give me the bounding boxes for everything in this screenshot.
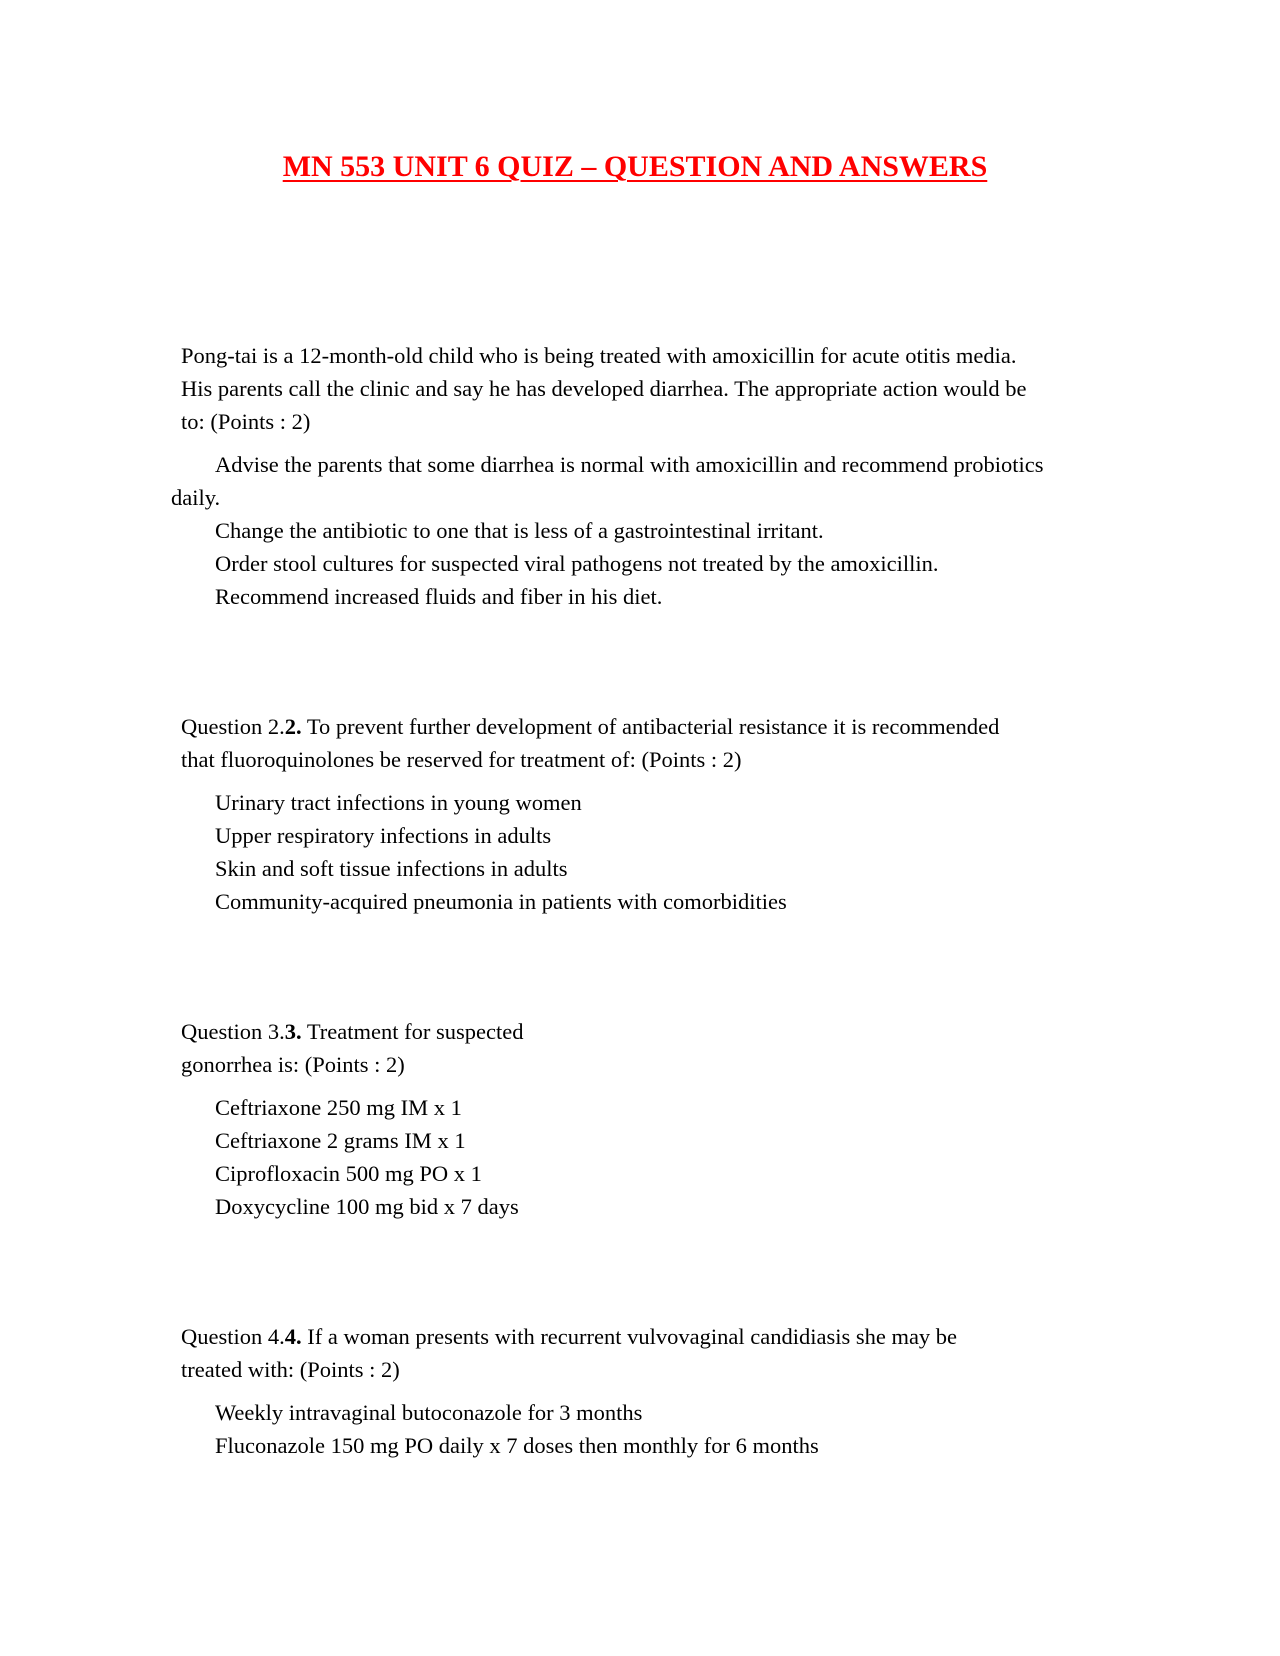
question-2-stem xyxy=(181,710,1001,776)
answer-option: Fluconazole 150 mg PO daily x 7 doses then monthly for 6 months xyxy=(215,1433,819,1458)
question-1-stem: Pong-tai is a 12-month-old child who is being treated with amoxicillin for acute otitis media. His parents call the clinic and say he has developed diarrhea. The appropriate action would be to: (Points : 2) xyxy=(181,343,1027,434)
answer-option: Skin and soft tissue infections in adults xyxy=(215,856,568,881)
question-number: 3. xyxy=(284,1019,302,1044)
question-2 xyxy=(181,710,1001,918)
question-text: If a woman presents with recurrent vulvovaginal candidiasis she may be treated with: (Points : 2) xyxy=(181,1324,958,1382)
question-3-stem xyxy=(181,1015,601,1081)
answer-option: Ceftriaxone 250 mg IM x 1 xyxy=(215,1095,462,1120)
answer-option: Urinary tract infections in young women xyxy=(215,790,582,815)
answer-option: Upper respiratory infections in adults xyxy=(215,823,552,848)
question-label: Question 4. xyxy=(181,1324,285,1349)
question-number: 2. xyxy=(284,714,302,739)
question-4-stem xyxy=(181,1320,961,1386)
answer-option: Change the antibiotic to one that is less of a gastrointestinal irritant. xyxy=(215,518,824,543)
question-label: Question 3. xyxy=(181,1019,285,1044)
answer-option: Advise the parents that some diarrhea is normal with amoxicillin and recommend probiotics daily. xyxy=(171,452,1044,510)
answer-option: Community-acquired pneumonia in patients with comorbidities xyxy=(215,889,787,914)
question-text: Treatment for suspected gonorrhea is: (Points : 2) xyxy=(181,1019,524,1077)
question-text: To prevent further development of antibacterial resistance it is recommended that fluoroquinolones be reserved for treatment of: (Points : 2) xyxy=(181,714,1000,772)
question-1-options xyxy=(171,448,1051,613)
answer-option: Order stool cultures for suspected viral pathogens not treated by the amoxicillin. xyxy=(215,551,939,576)
question-4-options xyxy=(181,1396,961,1462)
question-label: Question 2. xyxy=(181,714,285,739)
question-3-options xyxy=(181,1091,601,1223)
question-3 xyxy=(181,1015,601,1223)
question-2-options xyxy=(181,786,1001,918)
question-4 xyxy=(181,1320,961,1462)
question-1 xyxy=(171,339,1051,613)
answer-option: Doxycycline 100 mg bid x 7 days xyxy=(215,1194,519,1219)
page-title: MN 553 UNIT 6 QUIZ – QUESTION AND ANSWERS xyxy=(282,150,988,183)
answer-option: Ceftriaxone 2 grams IM x 1 xyxy=(215,1128,466,1153)
question-number: 4. xyxy=(284,1324,302,1349)
answer-option: Recommend increased fluids and fiber in his diet. xyxy=(215,584,663,609)
answer-option: Ciprofloxacin 500 mg PO x 1 xyxy=(215,1161,482,1186)
answer-option: Weekly intravaginal butoconazole for 3 months xyxy=(215,1400,643,1425)
